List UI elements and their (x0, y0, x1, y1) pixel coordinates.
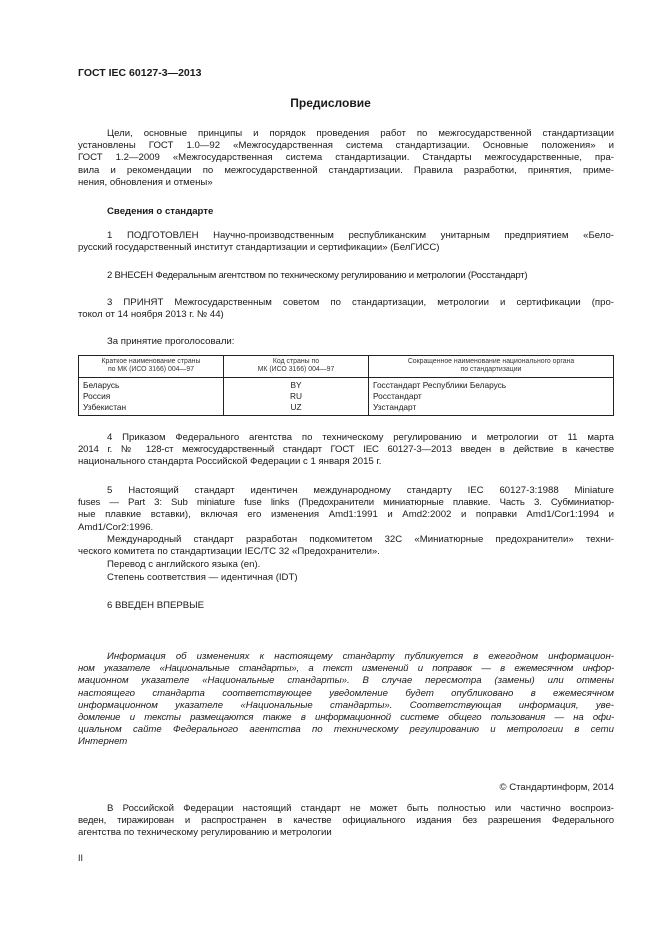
table-row (79, 391, 614, 402)
text-line: установлены ГОСТ 1.0—92 «Межгосударственная система стандартизации. Основные положения» и (78, 140, 614, 152)
text-line: ГОСТ 1.2—2009 «Межгосударственная система стандартизации. Стандарты межгосударственные, пра- (78, 152, 614, 164)
text-line: 2014 г. № 128-ст межгосударственный стандарт ГОСТ IEC 60127-3—2013 введен в действие в качестве (78, 444, 614, 456)
text-line: национального стандарта Российской Федерации с 1 января 2015 г. (78, 456, 382, 468)
text-line: Интернет (78, 736, 128, 748)
table-row (79, 402, 614, 416)
vote-label (78, 336, 614, 348)
text-line: Перевод с английского языка (en). (107, 559, 261, 570)
rights-paragraph (78, 803, 614, 840)
section-heading: Сведения о стандарте (107, 206, 214, 217)
text-line: В Российской Федерации настоящий стандарт не может быть полностью или частично воспроиз- (107, 803, 614, 814)
text-line: ном указателе «Национальные стандарты», а текст изменений и поправок — в ежемесячном инфор- (78, 663, 614, 675)
text-line: веден, тиражирован и распространен в качестве официального издания без разрешения Федерального (78, 815, 614, 827)
intro-paragraph (78, 128, 614, 189)
text-line: За принятие проголосовали: (107, 336, 235, 347)
body-cell: Росстандарт (369, 391, 614, 402)
voting-countries-table (78, 355, 614, 416)
copyright-notice: © Стандартинформ, 2014 (499, 782, 614, 793)
text-line: ческого комитета по стандартизации IEC/TC 32 «Предохранители». (78, 546, 380, 558)
page-title: Предисловие (290, 96, 371, 110)
table-header-row (79, 356, 614, 378)
country-cell: Беларусь (79, 377, 224, 391)
info-heading (78, 206, 614, 218)
table-row (79, 377, 614, 391)
text-line: 4 Приказом Федерального агентства по техническому регулированию и метрологии от 11 марта (107, 432, 614, 443)
code-cell: RU (224, 391, 369, 402)
text-line: 1 ПОДГОТОВЛЕН Научно-производственным республиканским унитарным предприятием «Бело- (107, 230, 614, 241)
text-line: 3 ПРИНЯТ Межгосударственным советом по стандартизации, метрологии и сертификации (про- (107, 297, 614, 308)
code-cell: BY (224, 377, 369, 391)
item-2-paragraph (78, 270, 614, 282)
body-cell: Узстандарт (369, 402, 614, 416)
text-line: Информация об изменениях к настоящему стандарту публикуется в ежегодном информацион- (107, 651, 614, 662)
item-5-origin-paragraph (78, 534, 614, 558)
body-cell: Госстандарт Республики Беларусь (369, 377, 614, 391)
text-line: токол от 14 ноября 2013 г. № 44) (78, 309, 224, 321)
item-5-paragraph (78, 485, 614, 534)
text-line: циальном сайте Федерального агентства по техническому регулированию и метрологии в сети (78, 724, 614, 736)
text-line: ные плавкие вставки), включая его изменения Amd1:1991 и Amd2:2002 и поправки Amd1/Cor1:1994 и (78, 509, 614, 521)
text-line: нения, обновления и отмены» (78, 176, 213, 188)
text-line: информационном указателе «Национальные стандарты». Соответствующая информация, уве- (78, 699, 614, 711)
item-4-paragraph (78, 432, 614, 469)
country-cell: Узбекистан (79, 402, 224, 416)
text-line: Степень соответствия — идентичная (IDT) (107, 572, 298, 583)
column-header-body: Сокращенное наименование национального органа по стандартизации (369, 356, 614, 378)
country-cell: Россия (79, 391, 224, 402)
text-line: fuses — Part 3: Sub miniature fuse links (Предохранители миниатюрные плавкие. Часть 3. Субминиатюр- (78, 497, 614, 509)
translation-line (78, 559, 614, 571)
code-cell: UZ (224, 402, 369, 416)
text-line: мационном указателе «Национальные стандарты». В случае пересмотра (замены) или отмены (78, 675, 614, 687)
page-number: II (78, 853, 84, 863)
text-line: Цели, основные принципы и порядок проведения работ по межгосударственной стандартизации (107, 128, 614, 139)
text-line: домление и тексты размещаются также в информационной системе общего пользования — на офи- (78, 712, 614, 724)
text-line: агентства по техническому регулированию и метрологии (78, 827, 332, 839)
text-line: настоящего стандарта соответствующее уведомление будет опубликовано в ежемесячном (78, 687, 614, 699)
item-6-paragraph (78, 600, 614, 612)
text-line: Amd1/Cor2:1996. (78, 521, 154, 533)
text-line: 5 Настоящий стандарт идентичен международному стандарту IEC 60127-3:1988 Miniature (107, 485, 614, 496)
column-header-code: Код страны по МК (ИСО 3166) 004—97 (224, 356, 369, 378)
column-header-country: Краткое наименование страны по МК (ИСО 3166) 004—97 (79, 356, 224, 378)
item-3-paragraph (78, 297, 614, 321)
item-1-paragraph (78, 230, 614, 254)
document-code: ГОСТ IEC 60127-3—2013 (78, 67, 202, 79)
text-line: русский государственный институт стандартизации и сертификации» (БелГИСС) (78, 242, 440, 254)
conformity-line (78, 572, 614, 584)
text-line: 2 ВНЕСЕН Федеральным агентством по техническому регулированию и метрологии (Росстандарт) (107, 270, 528, 281)
amendments-notice (78, 651, 614, 749)
text-line: вила и рекомендации по межгосударственной стандартизации. Правила разработки, принятия, приме- (78, 164, 614, 176)
text-line: 6 ВВЕДЕН ВПЕРВЫЕ (107, 600, 205, 611)
text-line: Международный стандарт разработан подкомитетом 32С «Миниатюрные предохранители» техни- (107, 534, 614, 545)
